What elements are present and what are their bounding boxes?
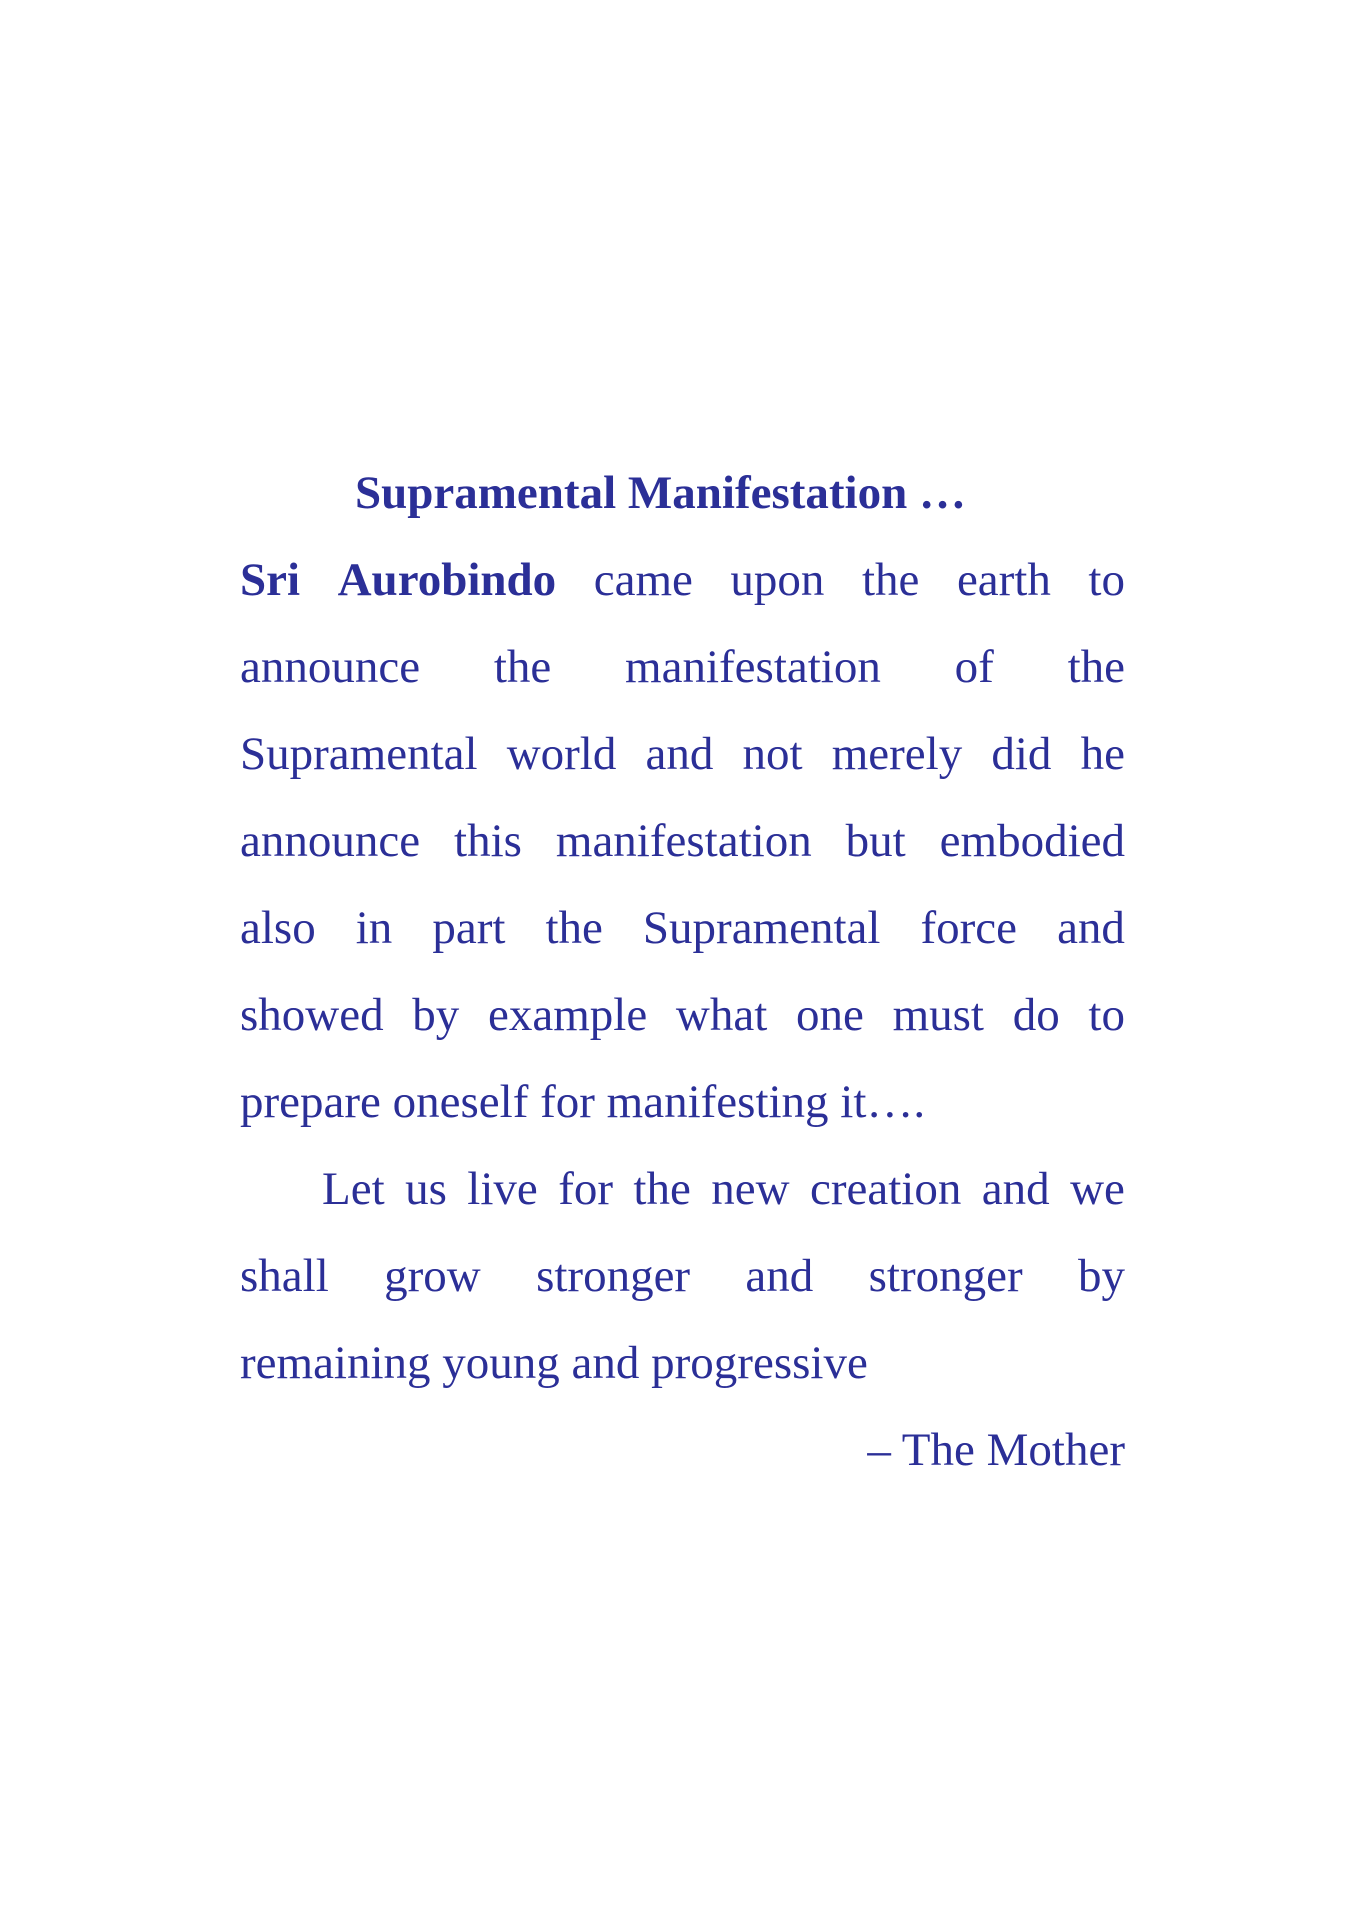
word: the <box>493 641 552 693</box>
word: grow <box>384 1250 481 1302</box>
paragraph-1-line-5 <box>240 898 1125 958</box>
word: announce <box>240 641 421 693</box>
word: example <box>488 989 648 1041</box>
page-title: Supramental Manifestation … <box>355 467 966 519</box>
word: must <box>892 989 984 1041</box>
word: merely <box>831 728 963 780</box>
word: world <box>506 728 617 780</box>
word: manifestation <box>555 815 812 867</box>
word: we <box>1070 1163 1125 1215</box>
word: shall <box>240 1250 329 1302</box>
word: embodied <box>939 815 1125 867</box>
word: and <box>1057 902 1125 954</box>
word: the <box>545 902 603 954</box>
signature: – The Mother <box>867 1424 1125 1476</box>
word: us <box>405 1163 447 1215</box>
word: creation <box>810 1163 962 1215</box>
word: announce <box>240 815 421 867</box>
paragraph-1-line-6 <box>240 985 1125 1045</box>
word: showed <box>240 989 384 1041</box>
word: he <box>1080 728 1125 780</box>
author-name-first: Sri <box>240 554 301 606</box>
word: by <box>1078 1250 1125 1302</box>
word: new <box>711 1163 790 1215</box>
word: to <box>1088 554 1125 606</box>
word: upon <box>730 554 825 606</box>
word: force <box>920 902 1018 954</box>
word: for <box>558 1163 613 1215</box>
word: this <box>454 815 522 867</box>
word: but <box>845 815 906 867</box>
word: and <box>981 1163 1050 1215</box>
word: to <box>1088 989 1125 1041</box>
word: do <box>1012 989 1060 1041</box>
word: Supramental <box>240 728 478 780</box>
word: by <box>412 989 460 1041</box>
paragraph-2-line-2 <box>240 1246 1125 1306</box>
word: manifestation <box>625 641 881 693</box>
word: the <box>861 554 920 606</box>
paragraph-2-line-3: remaining young and progressive <box>240 1337 868 1389</box>
word: in <box>355 902 393 954</box>
word: Supramental <box>642 902 881 954</box>
word: Let <box>322 1163 385 1215</box>
word: live <box>467 1163 538 1215</box>
word: one <box>795 989 864 1041</box>
word: part <box>432 902 506 954</box>
paragraph-1-line-1 <box>240 550 1125 610</box>
word: came <box>593 554 693 606</box>
word: also <box>240 902 316 954</box>
word: and <box>745 1250 814 1302</box>
word: earth <box>956 554 1051 606</box>
word: of <box>954 641 994 693</box>
paragraph-2-line-1 <box>322 1159 1125 1219</box>
word: stronger <box>868 1250 1023 1302</box>
author-name-last: Aurobindo <box>337 554 557 606</box>
word: and <box>645 728 714 780</box>
word: did <box>991 728 1052 780</box>
word: stronger <box>536 1250 691 1302</box>
paragraph-1-line-3 <box>240 724 1125 784</box>
word: what <box>675 989 768 1041</box>
word: the <box>633 1163 691 1215</box>
paragraph-1-line-2 <box>240 637 1125 697</box>
paragraph-1-line-4 <box>240 811 1125 871</box>
word: not <box>742 728 803 780</box>
word: the <box>1067 641 1125 693</box>
paragraph-1-line-7: prepare oneself for manifesting it…. <box>240 1076 926 1128</box>
